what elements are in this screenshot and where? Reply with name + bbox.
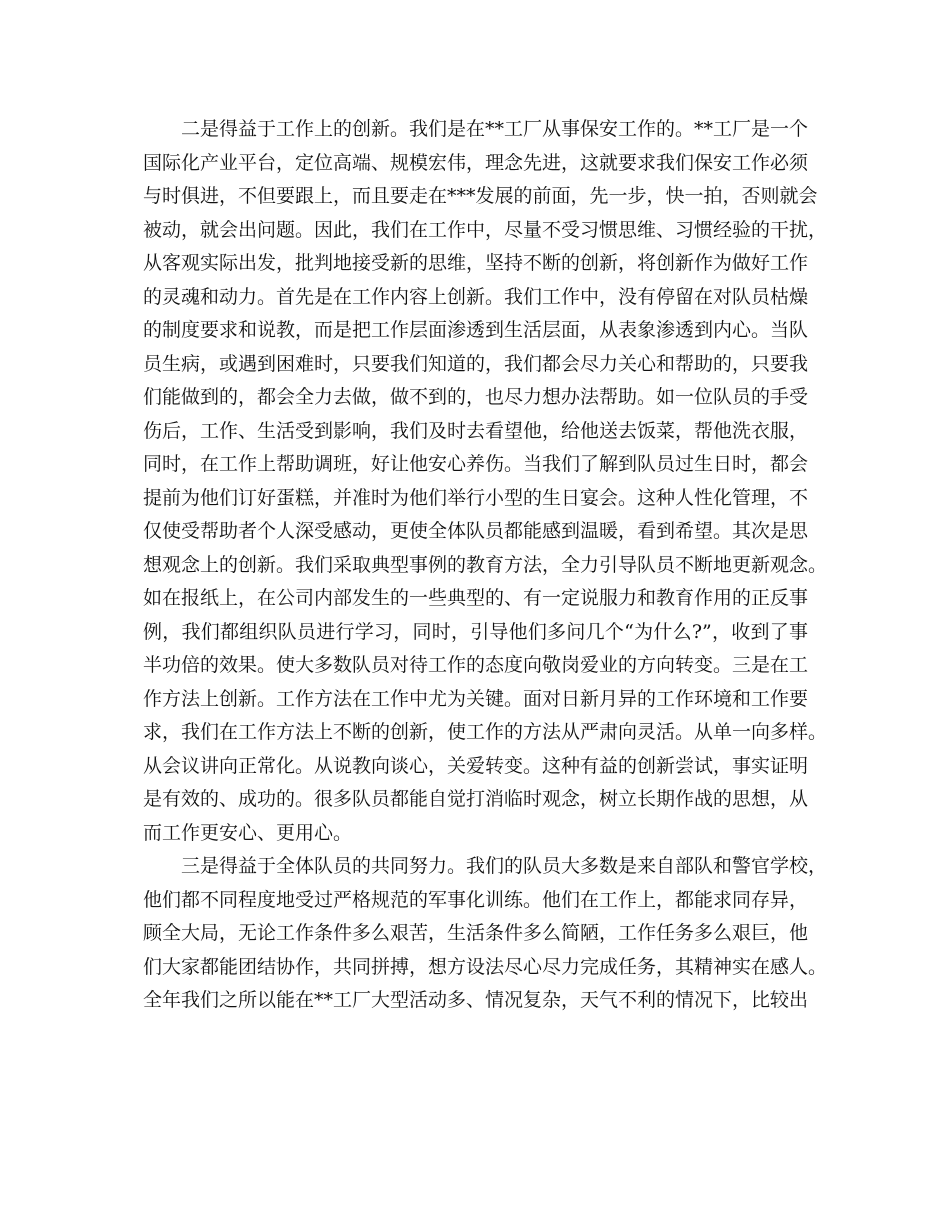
text-line: 国际化产业平台，定位高端、规模宏伟，理念先进，这就要求我们保安工作必须: [143, 151, 809, 174]
text-line: 从会议讲向正常化。从说教向谈心，关爱转变。这种有益的创新尝试，事实证明: [143, 754, 809, 777]
text-line: 而工作更安心、更用心。: [143, 821, 353, 844]
text-line: 是有效的、成功的。很多队员都能自觉打消临时观念，树立长期作战的思想，从: [143, 788, 809, 810]
text-line: 被动，就会出问题。因此，我们在工作中，尽量不受习惯思维、习惯经验的干扰，: [143, 218, 828, 241]
text-line: 的灵魂和动力。首先是在工作内容上创新。我们工作中，没有停留在对队员枯燥: [143, 285, 809, 308]
paragraph-innovation: [143, 113, 828, 850]
text-line: 顾全大局，无论工作条件多么艰苦，生活条件多么简陋，工作任务多么艰巨，他: [143, 922, 809, 944]
text-line: 如在报纸上，在公司内部发生的一些典型的、有一定说服力和教育作用的正反事: [143, 587, 809, 609]
text-line: 求，我们在工作方法上不断的创新，使工作的方法从严肃向灵活。从单一向多样。: [143, 721, 828, 743]
text-line: 同时，在工作上帮助调班，好让他安心养伤。当我们了解到队员过生日时，都会: [143, 453, 809, 475]
text-line: 们能做到的，都会全力去做，做不到的，也尽力想办法帮助。如一位队员的手受: [143, 386, 809, 408]
paragraph-team-effort: [143, 850, 828, 1018]
text-line: 想观念上的创新。我们采取典型事例的教育方法，全力引导队员不断地更新观念。: [143, 553, 828, 576]
text-line: 例，我们都组织队员进行学习，同时，引导他们多问几个“为什么?”，收到了事: [143, 620, 808, 643]
text-line: 与时俱进，不但要跟上，而且要走在***发展的前面，先一步，快一拍，否则就会: [143, 185, 818, 207]
text-line: 半功倍的效果。使大多数队员对待工作的态度向敬岗爱业的方向转变。三是在工: [143, 654, 809, 676]
text-line: 员生病，或遇到困难时，只要我们知道的，我们都会尽力关心和帮助的，只要我: [143, 352, 809, 375]
text-line: 仅使受帮助者个人深受感动，更使全体队员都能感到温暖，看到希望。其次是思: [143, 520, 809, 542]
document-body: [143, 113, 828, 1018]
text-line: 伤后，工作、生活受到影响，我们及时去看望他，给他送去饭菜，帮他洗衣服，: [143, 419, 809, 442]
text-line: 从客观实际出发，批判地接受新的思维，坚持不断的创新，将创新作为做好工作: [143, 252, 809, 274]
text-line: 二是得益于工作上的创新。我们是在**工厂从事保安工作的。**工厂是一个: [181, 118, 809, 140]
text-line: 作方法上创新。工作方法在工作中尤为关键。面对日新月异的工作环境和工作要: [143, 687, 809, 710]
text-line: 们大家都能团结协作，共同拼搏，想方设法尽心尽力完成任务，其精神实在感人。: [143, 955, 828, 978]
text-line: 三是得益于全体队员的共同努力。我们的队员大多数是来自部队和警官学校，: [181, 855, 828, 877]
text-line: 他们都不同程度地受过严格规范的军事化训练。他们在工作上，都能求同存异，: [143, 888, 809, 911]
text-line: 的制度要求和说教，而是把工作层面渗透到生活层面，从表象渗透到内心。当队: [143, 319, 809, 341]
text-line: 全年我们之所以能在**工厂大型活动多、情况复杂，天气不利的情况下，比较出: [143, 989, 809, 1011]
text-line: 提前为他们订好蛋糕，并准时为他们举行小型的生日宴会。这种人性化管理，不: [143, 486, 809, 509]
